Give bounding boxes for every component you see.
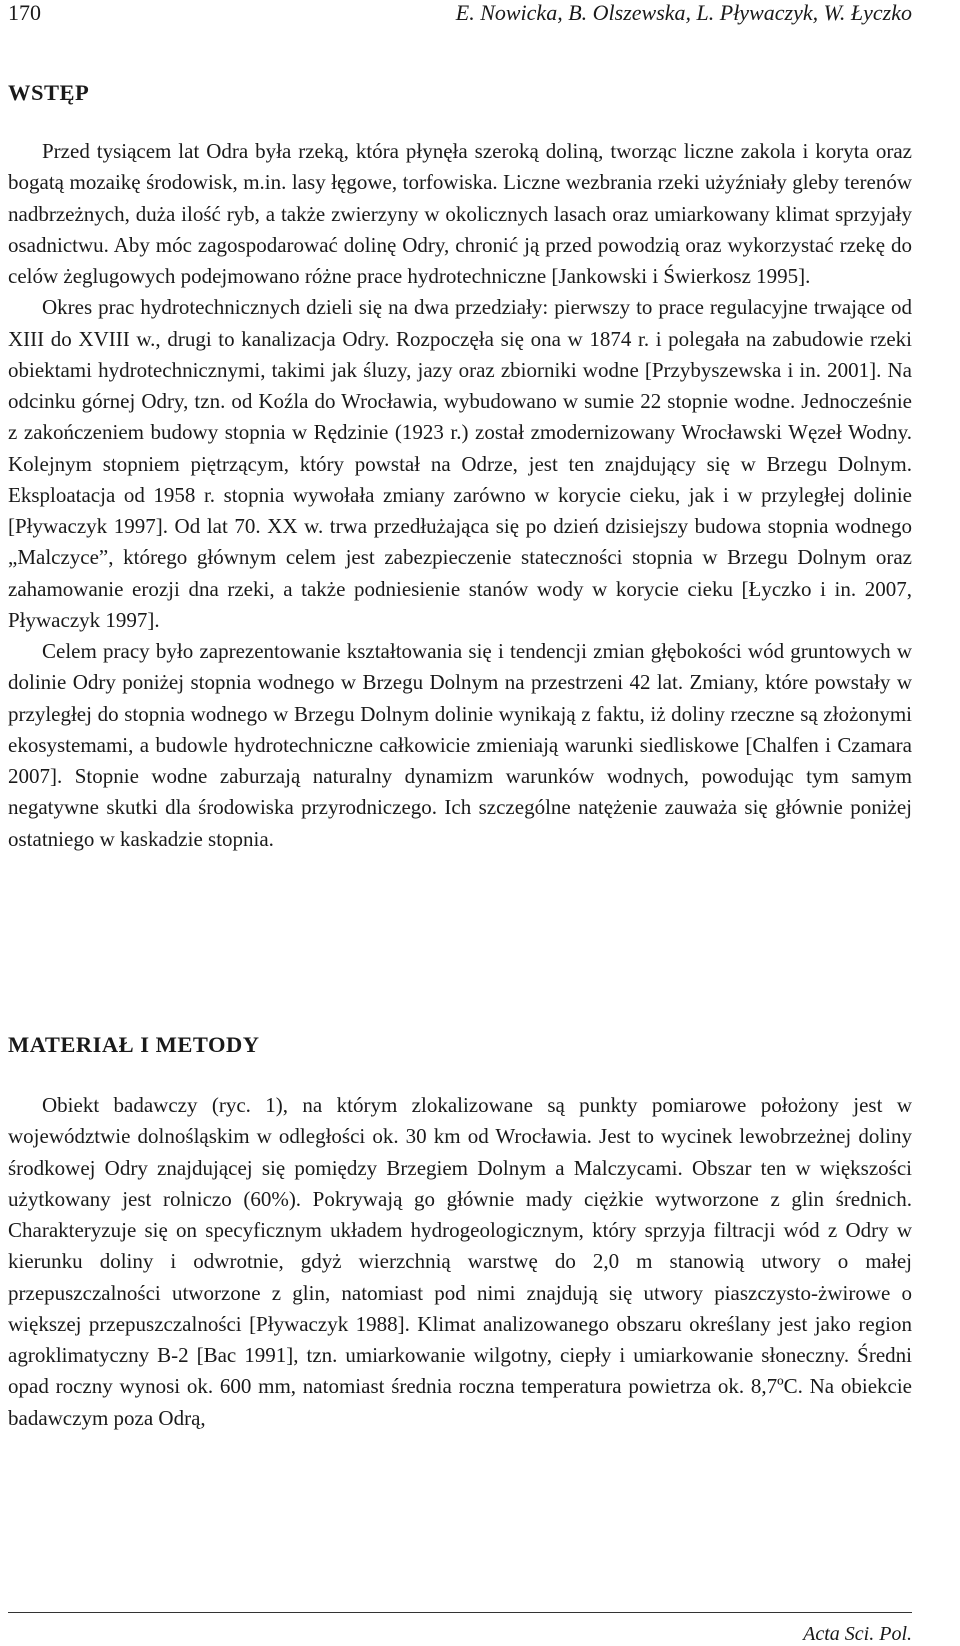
section-body-intro	[8, 136, 912, 855]
paragraph: Celem pracy było zaprezentowanie kształtowania się i tendencji zmian głębokości wód gruntowych w dolinie Odry poniżej stopnia wodnego w Brzegu Dolnym na przestrzeni 42 lat. Zmiany, które powstały w przyległej do stopnia wodnego w Brzegu Dolnym dolinie wynikają z faktu, iż doliny rzeczne są złożonymi ekosystemami, a budowle hydrotechniczne całkowicie zmieniają warunki siedliskowe [Chalfen i Czamara 2007]. Stopnie wodne zaburzają naturalny dynamizm warunków wodnych, powodując tym samym negatywne skutki dla środowiska przyrodniczego. Ich szczególne natężenie zauważa się głównie poniżej ostatniego w kaskadzie stopnia.	[8, 639, 912, 851]
paragraph: Obiekt badawczy (ryc. 1), na którym zlokalizowane są punkty pomiarowe położony jest w województwie dolnośląskim w odległości ok. 30 km od Wrocławia. Jest to wycinek lewobrzeżnej doliny środkowej Odry znajdującej się pomiędzy Brzegiem Dolnym a Malczycami. Obszar ten w większości użytkowany jest rolniczo (60%). Pokrywają go głównie mady ciężkie wytworzone z glin średnich. Charakteryzuje się on specyficznym układem hydrogeologicznym, który sprzyja filtracji wód z Odry w kierunku doliny i odwrotnie, gdyż wierzchnią warstwę do 2,0 m stanowią utwory o małej przepuszczalności utworzone z glin, natomiast pod nimi znajdują się utwory piaszczysto-żwirowe o większej przepuszczalności [Pływaczyk 1988]. Klimat analizowanego obszaru określany jest jako region agroklimatyczny B-2 [Bac 1991], tzn. umiarkowanie wilgotny, ciepły i umiarkowanie słoneczny. Średni opad roczny wynosi ok. 600 mm, natomiast średnia roczna temperatura powietrza ok. 8,7ºC. Na obiekcie badawczym poza Odrą,	[8, 1093, 912, 1430]
section-heading-methods: MATERIAŁ I METODY	[8, 1032, 260, 1057]
section-body-methods	[8, 1090, 912, 1434]
section-heading-intro: WSTĘP	[8, 80, 90, 105]
paragraph: Przed tysiącem lat Odra była rzeką, która płynęła szeroką doliną, tworząc liczne zakola i koryta oraz bogatą mozaikę środowisk, m.in. lasy łęgowe, torfowiska. Liczne wezbrania rzeki użyźniały gleby terenów nadbrzeżnych, duża ilość ryb, a także zwierzyny w okolicznych lasach oraz umiarkowany klimat sprzyjały osadnictwu. Aby móc zagospodarować dolinę Odry, chronić ją przed powodzią oraz wykorzystać rzekę do celów żeglugowych podejmowano różne prace hydrotechniczne [Jankowski i Świerkosz 1995].	[8, 139, 912, 288]
footer-journal-name: Acta Sci. Pol.	[803, 1623, 912, 1645]
page-number: 170	[8, 0, 41, 25]
footer-divider	[8, 1612, 912, 1613]
running-header	[8, 0, 912, 30]
paragraph: Okres prac hydrotechnicznych dzieli się na dwa przedziały: pierwszy to prace regulacyjne trwające od XIII do XVIII w., drugi to kanalizacja Odry. Rozpoczęła się ona w 1874 r. i polegała na zabudowie rzeki obiektami hydrotechnicznymi, takimi jak śluzy, jazy oraz zbiorniki wodne [Przybyszewska i in. 2001]. Na odcinku górnej Odry, tzn. od Koźla do Wrocławia, wybudowano w sumie 22 stopnie wodne. Jednocześnie z zakończeniem budowy stopnia w Rędzinie (1923 r.) został zmodernizowany Wrocławski Węzeł Wodny. Kolejnym stopniem piętrzącym, który powstał na Odrze, jest ten znajdujący się w Brzegu Dolnym. Eksploatacja od 1958 r. stopnia wywołała zmiany zarówno w korycie cieku, jak i w przyległej dolinie [Pływaczyk 1997]. Od lat 70. XX w. trwa przedłużająca się po dzień dzisiejszy budowa stopnia wodnego „Malczyce”, którego głównym celem jest zabezpieczenie stateczności stopnia w Brzegu Dolnym oraz zahamowanie erozji dna rzeki, a także podniesienie stanów wody w korycie cieku [Łyczko i in. 2007, Pływaczyk 1997].	[8, 295, 912, 632]
running-authors: E. Nowicka, B. Olszewska, L. Pływaczyk, W. Łyczko	[455, 0, 912, 25]
